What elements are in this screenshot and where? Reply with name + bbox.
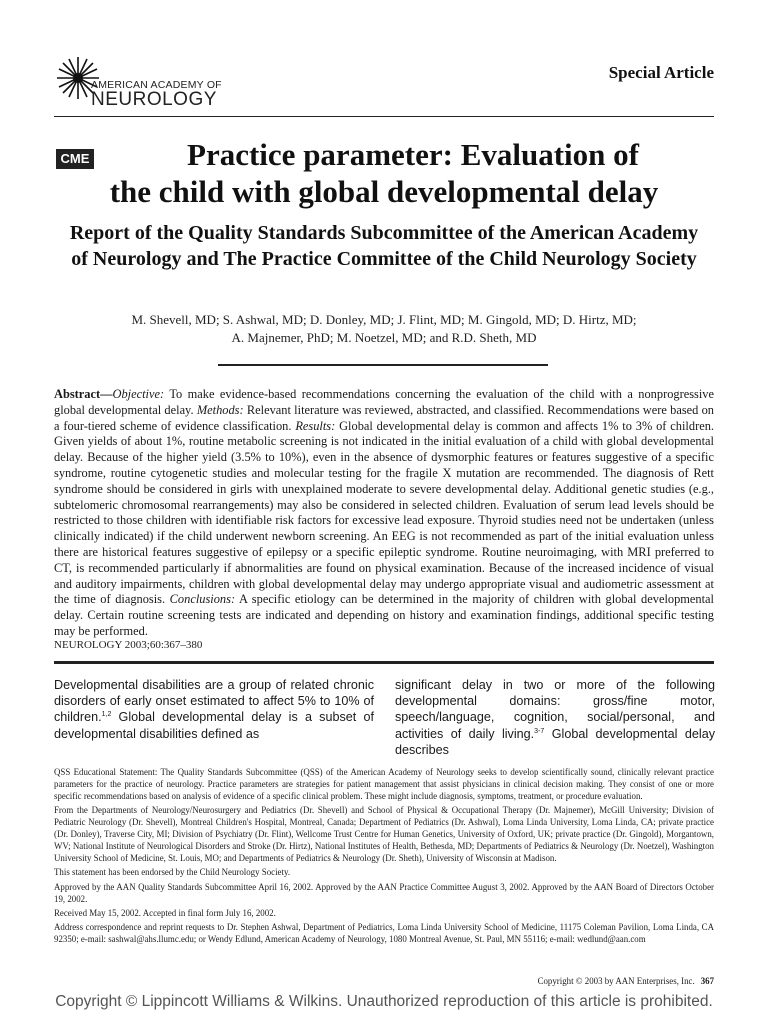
authors-line-2: A. Majnemer, PhD; M. Noetzel, MD; and R.D. Sheth, MD [231, 330, 537, 345]
body-left-text: Developmental disabilities are a group of related chronic disorders of early onset estimated to affect 5% to 10% of children. [54, 678, 374, 725]
correspondence-address: Address correspondence and reprint requests to Dr. Stephen Ashwal, Department of Pediatrics, Loma Linda University School of Medicine, 11175 Coleman Pavilion, Loma Linda, CA 92350; e-mail: sashwal@ahs.llumc.edu; or Wendy Edlund, American Academy of Neurology, 1080 Montreal Avenue, St. Paul, MN 55116; e-mail: wedlund@aan.com [54, 922, 714, 945]
methods-label: Methods: [196, 402, 244, 417]
results-text: Global developmental delay is common and affects 1% to 3% of children. Given yields of about 1%, routine metabolic screening is not indicated in the initial evaluation of a child with global developmental delay. Because of the higher yield (3.5% to 10%), even in the absence of dysmorphic features or features suggestive of a specific syndrome, routine cytogenetic studies and molecular testing for the fragile X mutation are recommended. The diagnosis of Rett syndrome should be considered in girls with unexplained moderate to severe developmental delay. Additional genetic studies (e.g., subtelomeric chromosomal rearrangements) may also be considered in selected children. Evaluation of serum lead levels should be restricted to those children with identifiable risk factors for excessive lead exposure. Thyroid studies need not be undertaken (unless clinically indicated) if the child underwent newborn screening. An EEG is not recommended as part of the initial evaluation unless there are historical features suggestive of epilepsy or a specific epileptic syndrome. Routine neuroimaging, with MRI preferred to CT, is recommended particularly if abnormalities are found on physical examination. Because of the increased incidence of visual and auditory impairments, children with global developmental delay may undergo appropriate visual and audiometric assessment at the time of diagnosis. [54, 418, 714, 607]
copyright-text: Copyright © 2003 by AAN Enterprises, Inc. [537, 976, 695, 986]
article-type-label: Special Article [608, 63, 714, 82]
conclusions-text: A specific etiology can be determined in the majority of children with global developmental delay. Certain routine screening tests are indicated and depending on history and examination findings, additional specific testing may be performed. [54, 592, 714, 638]
endorsement: This statement has been endorsed by the Child Neurology Society. [54, 867, 291, 878]
footnotes [54, 767, 714, 949]
affiliations: From the Departments of Neurology/Neurosurgery and Pediatrics (Dr. Shevell) and School of Physical & Occupational Therapy (Dr. Majnemer), McGill University; Division of Pediatric Neurology (Dr. Shevell), Montreal Children's Hospital, Montreal, Canada; Department of Pediatrics (Dr. Ashwal), Loma Linda University, Loma Linda, CA; private practice (Dr. Donley), Traverse City, MI; Division of Psychiatry (Dr. Flint), Wellcome Trust Centre for Human Genetics, University of Oxford, UK; private practice (Dr. Gingold), Morgantown, WV; National Institute of Neurological Disorders and Stroke (Dr. Hirtz), National Institutes of Health, Bethesda, MD; Departments of Pediatrics & Neurology (Dr. Noetzel), Washington University School of Medicine, St. Louis, MO; and Departments of Pediatrics & Neurology (Dr. Sheth), University of Wisconsin at Madison. [54, 805, 714, 863]
org-name-line2: NEUROLOGY [91, 89, 217, 110]
authors-line-1: M. Shevell, MD; S. Ashwal, MD; D. Donley, MD; J. Flint, MD; M. Gingold, MD; D. Hirtz, MD; [131, 312, 637, 327]
article-subtitle: Report of the Quality Standards Subcommittee of the American Academy of Neurology and The Practice Committee of the Child Neurology Society [69, 222, 699, 270]
cme-badge: CME [56, 149, 94, 169]
org-name-line1: AMERICAN ACADEMY OF [91, 79, 222, 91]
approval-dates: Approved by the AAN Quality Standards Subcommittee April 16, 2002. Approved by the AAN Practice Committee August 3, 2002. Approved by the AAN Board of Directors October 19, 2002. [54, 881, 714, 904]
reference-marker: 1,2 [101, 711, 112, 719]
body-column-right [395, 677, 715, 758]
objective-text: To make evidence-based recommendations concerning the evaluation of the child with a nonprogressive global developmental delay. [54, 387, 714, 417]
conclusions-label: Conclusions: [169, 592, 236, 607]
article-title [50, 136, 718, 210]
objective-label: Objective: [112, 387, 165, 401]
header-divider [54, 116, 714, 117]
title-line-2: the child with global developmental delay [109, 174, 659, 209]
body-left-text-cont: Global developmental delay is a subset of developmental disabilities defined as [54, 710, 374, 741]
body-right-text: significant delay in two or more of the following developmental domains: gross/fine motor, speech/language, cognition, social/personal, and activities of daily living. [395, 678, 715, 741]
methods-text: Relevant literature was reviewed, abstracted, and classified. Recommendations were based on a four-tiered scheme of evidence classification. [54, 402, 714, 433]
title-line-1: Practice parameter: Evaluation of [187, 137, 639, 172]
copyright-line [538, 976, 714, 986]
author-list [60, 311, 708, 347]
received-dates: Received May 15, 2002. Accepted in final form July 16, 2002. [54, 907, 276, 918]
reference-marker: 3-7 [534, 727, 545, 735]
journal-citation: NEUROLOGY 2003;60:367–380 [54, 639, 203, 651]
body-right-text-cont: Global developmental delay describes [395, 726, 715, 757]
title-divider [218, 364, 548, 366]
abstract-label: Abstract— [54, 387, 113, 401]
copyright-watermark: Copyright © Lippincott Williams & Wilkins. Unauthorized reproduction of this article is prohibited. [55, 993, 713, 1010]
qss-statement: QSS Educational Statement: The Quality Standards Subcommittee (QSS) of the American Academy of Neurology seeks to develop scientifically sound, clinically relevant practice parameters for the practice of neurology. Practice parameters are strategies for patient management that assist physicians in clinical decision making. They consist of one or more specific recommendations based on analysis of evidence of a specific clinical problem. These might include diagnosis, symptoms, treatment, or procedure evaluation. [54, 767, 714, 801]
body-column-left [54, 677, 374, 742]
page-number: 367 [700, 976, 714, 986]
results-label: Results: [295, 418, 336, 433]
aan-logo [55, 55, 245, 115]
abstract [54, 387, 714, 640]
abstract-divider [54, 661, 714, 664]
